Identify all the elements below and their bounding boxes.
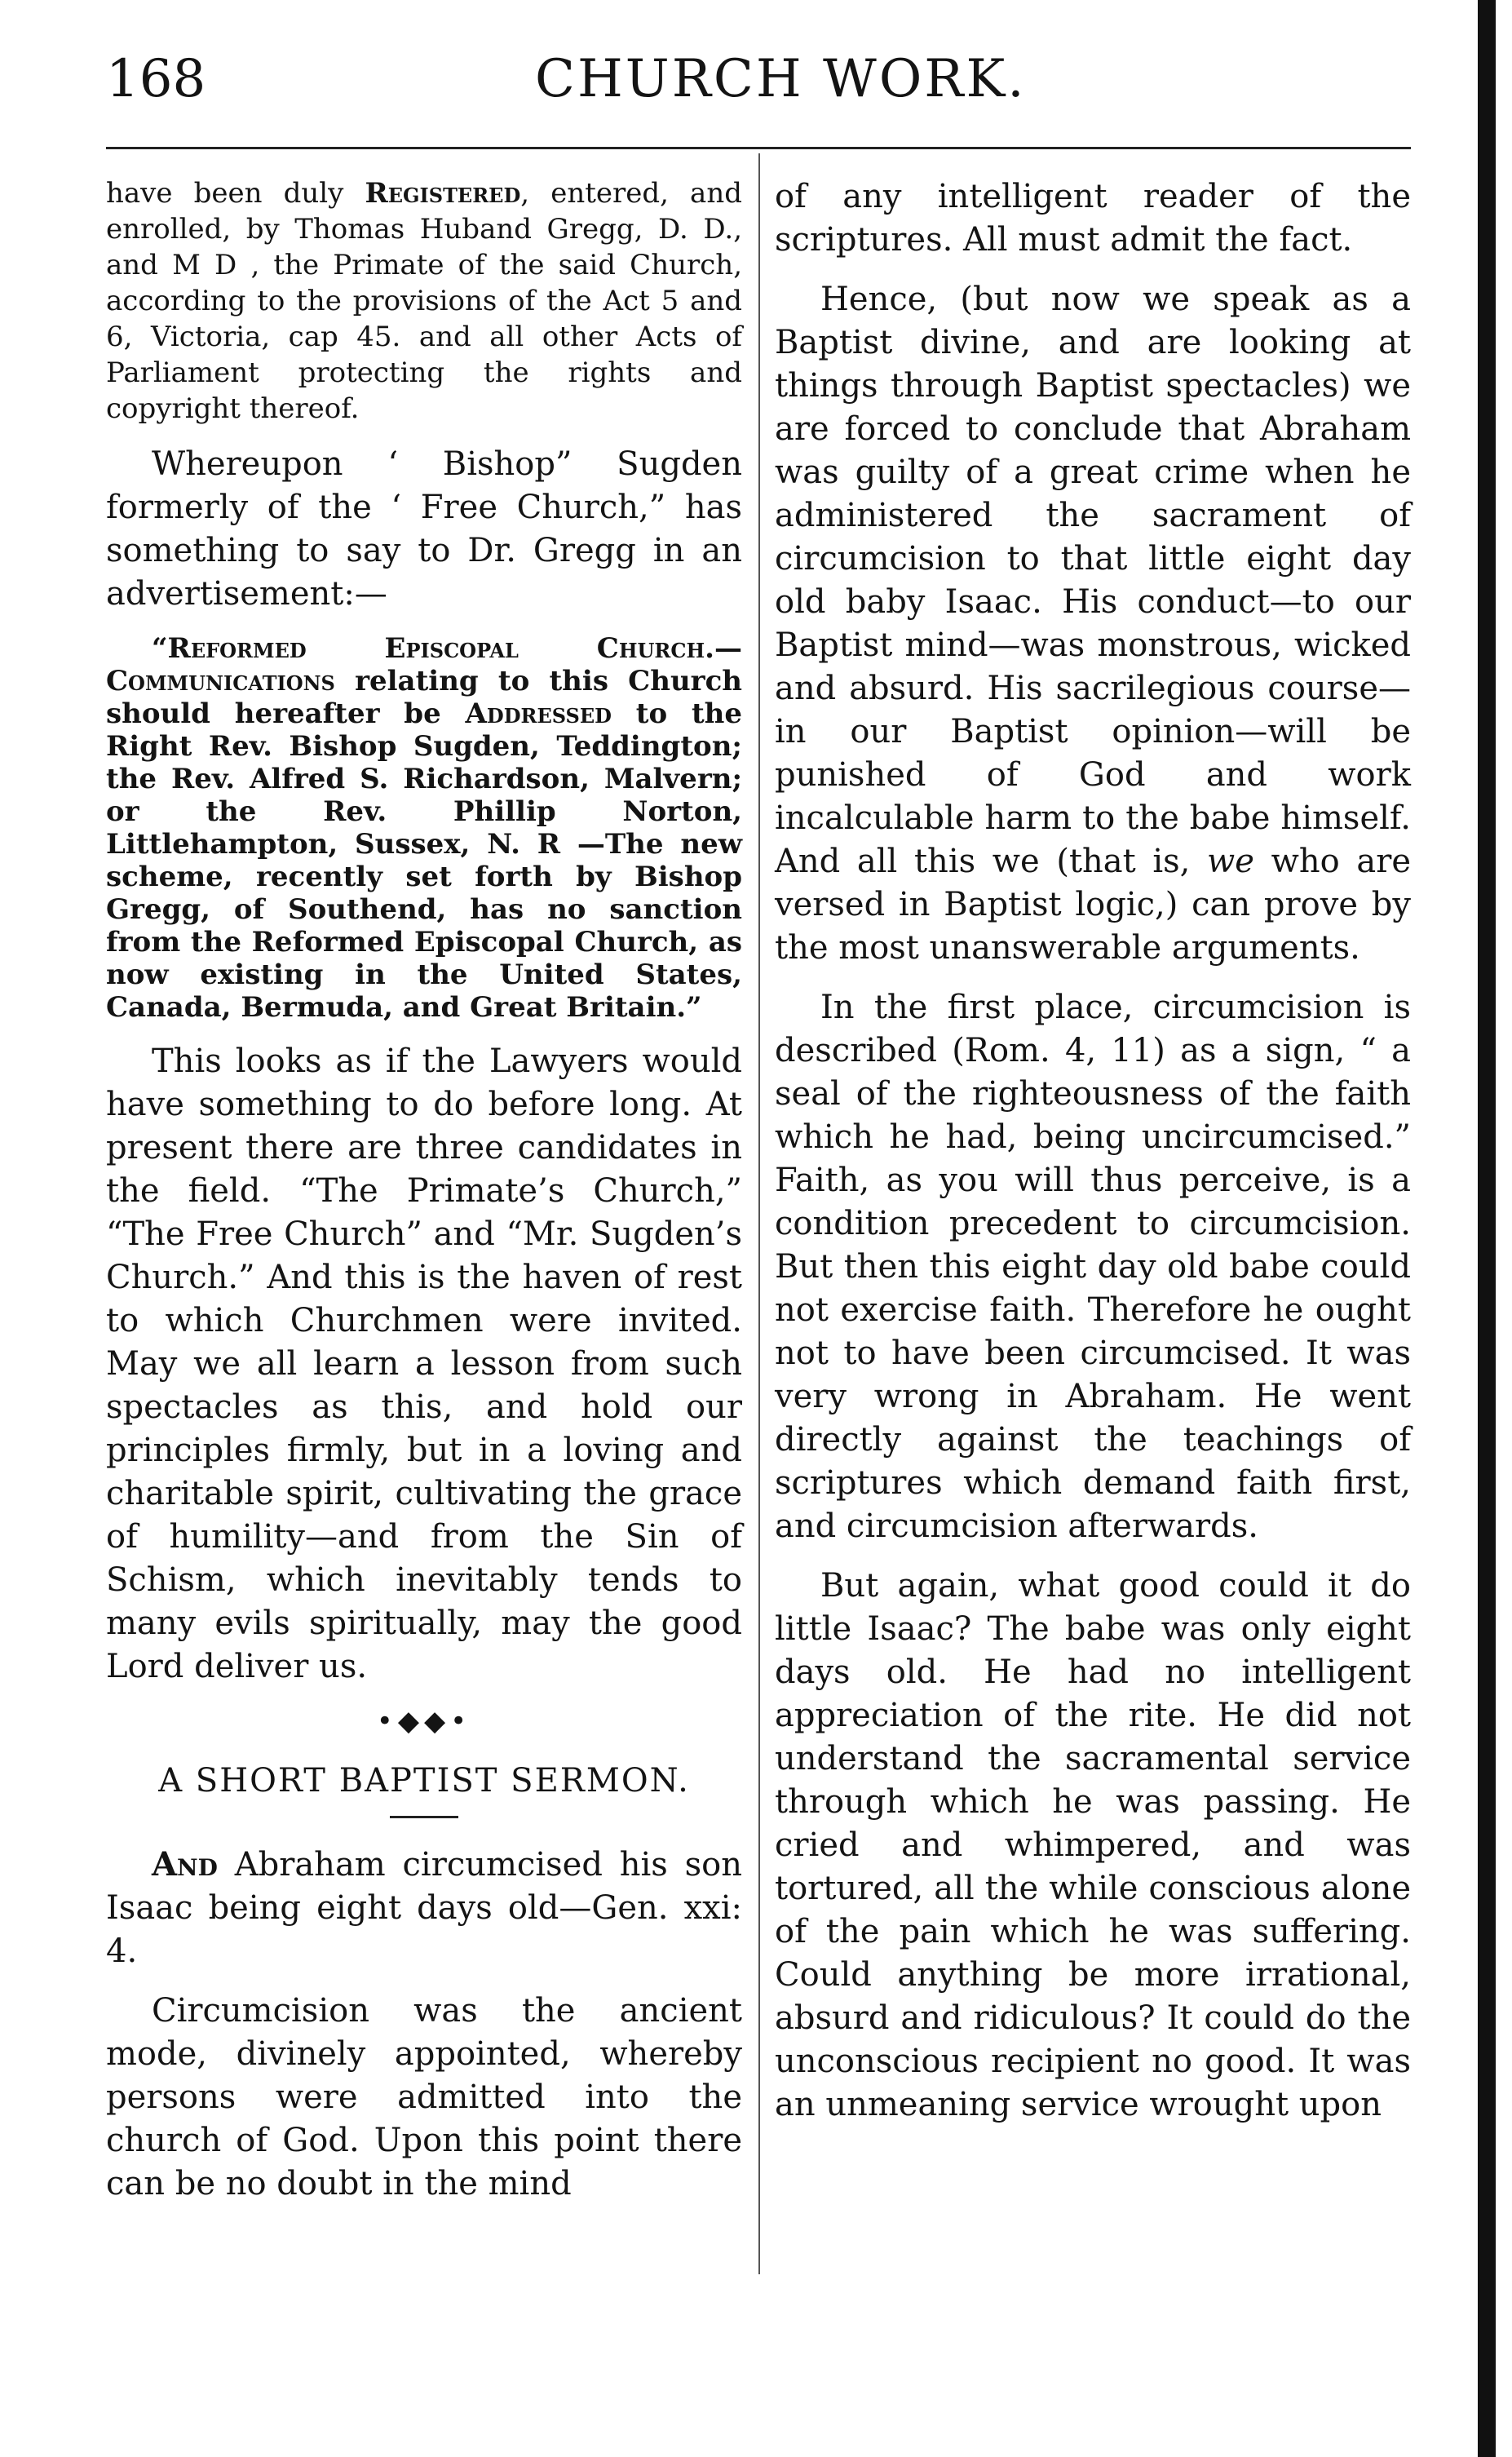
column-divider xyxy=(758,153,760,2274)
sermon-text-paragraph xyxy=(106,1843,742,1973)
left-column xyxy=(106,175,742,2222)
text-run: relating to this Church should hereafter be xyxy=(106,665,742,730)
header-rule xyxy=(106,147,1411,149)
text-run: , entered, and enrolled, by Thomas Huband Gregg, D. D., and M D , the Primate of the said Church, according to the provisions of the Act 5 and 6, Victoria, cap 45. and all other Acts of Parliament protecting the rights and copyright thereof. xyxy=(106,177,742,425)
page-number: 168 xyxy=(106,49,206,109)
small-caps-run: Addressed xyxy=(465,697,612,730)
hence-paragraph xyxy=(775,278,1411,970)
small-caps-run: Registered xyxy=(365,177,521,210)
but-again-paragraph: But again, what good could it do little Isaac? The babe was only eight days old. He had no intelligent appreciation of the rite. He did not understand the sacramental service through which he was passing. He cried and whimpered, and was tortured, all the while conscious alone of the pain which he was suffering. Could anything be more irrational, absurd and ridiculous? It could do the unconscious recipient no good. It was an unmeaning service wrought upon xyxy=(775,1567,1411,2123)
text-run: Hence, (but now we speak as a Baptist divine, and are looking at things through Baptist spectacles) we are forced to conclude that Abraham was guilty of a great crime when he administered the sacrament of circumcision to that little eight day old baby Isaac. His conduct—to our Baptist mind—was monstrous, wicked and absurd. His sacrilegious course—in our Baptist opinion—will be punished of God and work incalculable harm to the babe himself. And all this we (that is, xyxy=(775,281,1411,880)
title-rule xyxy=(390,1816,458,1818)
text-run: who are versed in Baptist logic,) can prove by the most unanswerable arguments. xyxy=(775,843,1411,967)
running-title: CHURCH WORK. xyxy=(535,49,1027,109)
registration-paragraph xyxy=(106,175,742,427)
page-edge-bar xyxy=(1478,0,1496,2457)
italic-run: we xyxy=(1207,843,1254,880)
section-ornament: •◆◆• xyxy=(376,1705,472,1738)
small-caps-run: And xyxy=(152,1845,218,1884)
circumcision-paragraph: Circumcision was the ancient mode, divinely appointed, whereby persons were admitted into the church of God. Upon this point there can be no doubt in the mind xyxy=(106,1992,742,2202)
first-place-paragraph: In the first place, circumcision is described (Rom. 4, 11) as a sign, “ a seal of the righteousness of the faith which he had, being uncircumcised.” Faith, as you will thus perceive, is a condition precedent to circumcision. But then this eight day old babe could not exercise faith. Therefore he ought not to have been circumcised. It was very wrong in Abraham. He went directly against the teachings of scriptures which demand faith first, and circumcision afterwards. xyxy=(775,989,1411,1545)
text-run: to the Right Rev. Bishop Sugden, Teddington; the Rev. Alfred S. Richardson, Malvern; or the Rev. Phillip Norton, Littlehampton, Sussex, N. R —The new scheme, recently set forth by Bishop Gregg, of Southend, has no sanction from the Reformed Episcopal Church, as now existing in the United States, Canada, Bermuda, and Great Britain.” xyxy=(106,697,742,1024)
right-column xyxy=(775,175,1411,2143)
whereupon-paragraph: Whereupon ‘ Bishop” Sugden formerly of the ‘ Free Church,” has something to say to Dr. Gregg in an advertisement:— xyxy=(106,445,742,613)
text-run: have been duly xyxy=(106,177,365,210)
text-run: Abraham circumcised his son Isaac being eight days old—Gen. xxi: 4. xyxy=(106,1846,742,1970)
continuation-paragraph: of any intelligent reader of the scriptures. All must admit the fact. xyxy=(775,178,1411,259)
commentary-paragraph: This looks as if the Lawyers would have something to do before long. At present there are three candidates in the field. “The Primate’s Church,” “The Free Church” and “Mr. Sugden’s Church.” And this is the haven of rest to which Churchmen were invited. May we all learn a lesson from such spectacles as this, and hold our principles firmly, but in a loving and charitable spirit, cultivating the grace of humility—and from the Sin of Schism, which inevitably tends to many evils spiritually, may the good Lord deliver us. xyxy=(106,1043,742,1685)
sermon-title: A SHORT BAPTIST SERMON. xyxy=(158,1762,690,1800)
advertisement-quote xyxy=(106,632,742,1024)
page-header xyxy=(106,49,1411,122)
small-caps-run: “Reformed Episcopal Church.—Communications xyxy=(106,632,742,697)
